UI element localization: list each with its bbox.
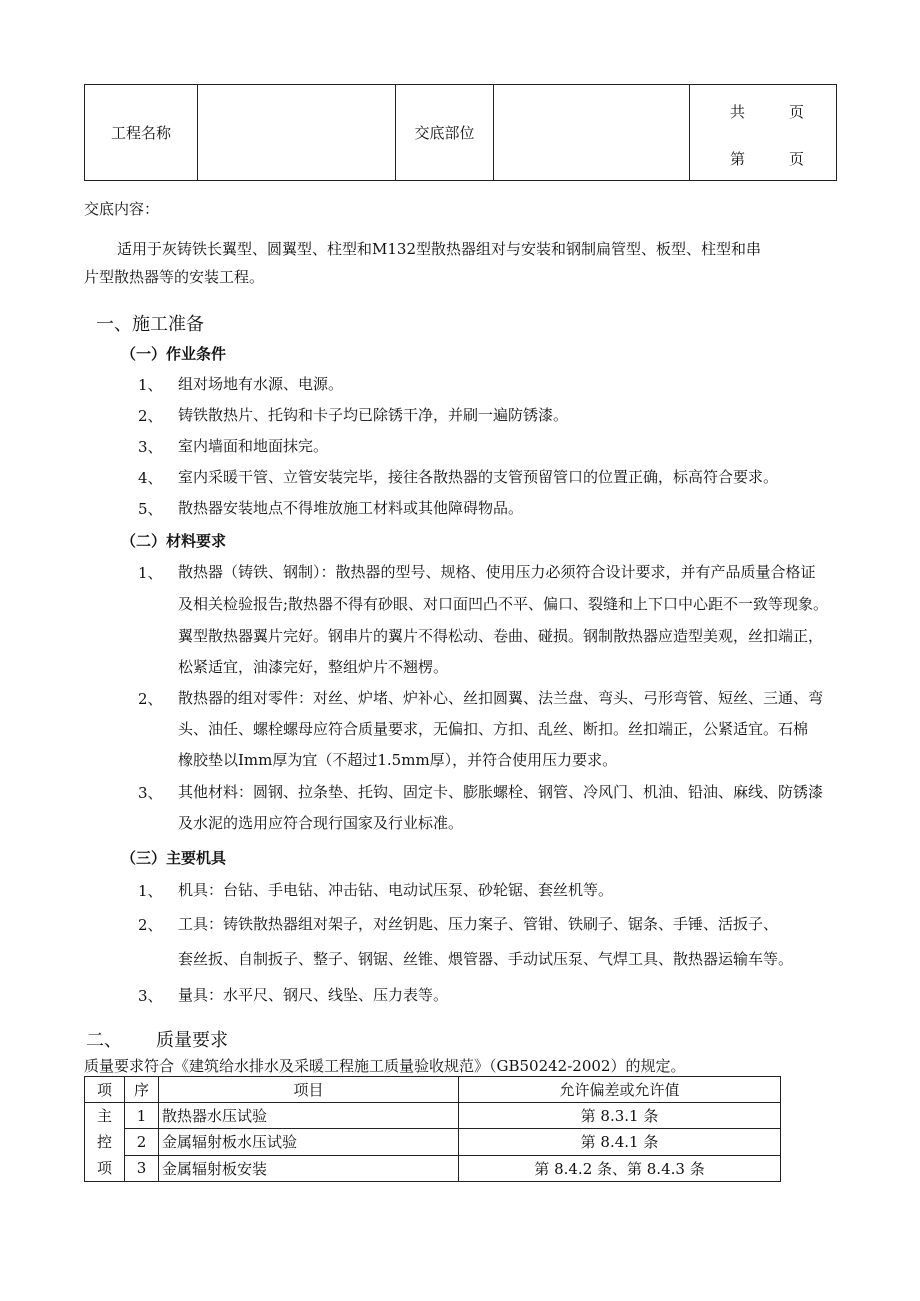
row-value: 第 8.4.2 条、第 8.4.3 条	[459, 1155, 781, 1181]
list-item-text: 工具：铸铁散热器组对架子，对丝钥匙、压力案子、管钳、铁刷子、锯条、手锤、活扳子、	[178, 915, 779, 933]
current-label: 第	[730, 150, 746, 168]
row-no: 2	[125, 1129, 159, 1155]
location-value	[494, 85, 690, 181]
list-item-text: 松紧适宜，油漆完好，整组炉片不翘楞。	[178, 658, 449, 676]
table-row	[85, 1103, 781, 1129]
intro-line-1: 适用于灰铸铁长翼型、圆翼型、柱型和M132型散热器组对与安装和钢制扁管型、板型、柱型和串	[117, 240, 761, 258]
intro-line-2: 片型散热器等的安装工程。	[84, 268, 265, 286]
list-item-number: 1、	[138, 564, 163, 582]
subsection-3-title: （三）主要机具	[121, 849, 227, 867]
list-item-number: 5、	[138, 500, 163, 518]
section-1-title: 一、施工准备	[96, 314, 204, 335]
table-header-category: 项	[85, 1077, 125, 1103]
category-char: 控	[96, 1133, 112, 1151]
list-item-text: 铸铁散热片、托钩和卡子均已除锈干净，并刷一遍防锈漆。	[178, 406, 569, 424]
list-item-text: 橡胶垫以Imm厚为宜（不超过1.5mm厚），并符合使用压力要求。	[178, 751, 618, 769]
list-item-number: 1、	[138, 882, 163, 900]
intro-label: 交底内容：	[84, 200, 160, 218]
quality-table	[84, 1076, 781, 1182]
list-item-number: 1、	[138, 376, 163, 394]
location-label: 交底部位	[396, 85, 494, 181]
list-item-text: 翼型散热器翼片完好。钢串片的翼片不得松动、卷曲、碰损。钢制散热器应造型美观，丝扣端正，	[178, 627, 824, 645]
list-item-text: 室内墙面和地面抹完。	[178, 437, 329, 455]
list-item-text: 室内采暖干管、立管安装完毕，接往各散热器的支管预留管口的位置正确，标高符合要求。	[178, 468, 779, 486]
table-header-no: 序	[125, 1077, 159, 1103]
page-count-cell	[690, 85, 837, 181]
subsection-2-title: （二）材料要求	[121, 532, 227, 550]
list-item-number: 3、	[138, 987, 163, 1005]
list-item-number: 3、	[138, 438, 163, 456]
row-item: 散热器水压试验	[159, 1103, 459, 1129]
project-name-label: 工程名称	[85, 85, 198, 181]
list-item-text: 及相关检验报告;散热器不得有砂眼、对口面凹凸不平、偏口、裂缝和上下口中心距不一致等现象。	[178, 595, 829, 613]
section-2-title: 质量要求	[156, 1030, 228, 1051]
row-no: 3	[125, 1155, 159, 1181]
list-item-text: 散热器的组对零件：对丝、炉堵、炉补心、丝扣圆翼、法兰盘、弯头、弓形弯管、短丝、三通、弯	[178, 689, 824, 707]
category-cell	[85, 1103, 125, 1182]
category-char: 项	[96, 1159, 112, 1177]
quality-intro: 质量要求符合《建筑给水排水及采暖工程施工质量验收规范》（GB50242-2002）的规定。	[84, 1057, 686, 1075]
list-item-number: 4、	[138, 469, 163, 487]
list-item-text: 套丝扳、自制扳子、整子、钢锯、丝锥、煨管器、手动试压泵、气焊工具、散热器运输车等。	[178, 950, 794, 968]
row-value: 第 8.3.1 条	[459, 1103, 781, 1129]
category-char: 主	[96, 1107, 112, 1125]
list-item-text: 散热器安装地点不得堆放施工材料或其他障碍物品。	[178, 499, 524, 517]
list-item-text: 组对场地有水源、电源。	[178, 375, 344, 393]
list-item-text: 头、油任、螺栓螺母应符合质量要求，无偏扣、方扣、乱丝、断扣。丝扣端正，公紧适宜。石棉	[178, 720, 809, 738]
section-2-number: 二、	[86, 1030, 122, 1051]
list-item-number: 2、	[138, 407, 163, 425]
list-item-number: 3、	[138, 784, 163, 802]
list-item-text: 散热器（铸铁、钢制）：散热器的型号、规格、使用压力必须符合设计要求，并有产品质量合格证	[178, 563, 816, 581]
table-row	[85, 1129, 781, 1155]
table-header-item: 项目	[159, 1077, 459, 1103]
current-page-unit: 页	[789, 150, 805, 168]
row-value: 第 8.4.1 条	[459, 1129, 781, 1155]
list-item-number: 2、	[138, 916, 163, 934]
project-name-value	[198, 85, 396, 181]
row-item: 金属辐射板水压试验	[159, 1129, 459, 1155]
total-label: 共	[730, 103, 746, 121]
table-header-value: 允许偏差或允许值	[459, 1077, 781, 1103]
row-item: 金属辐射板安装	[159, 1155, 459, 1181]
list-item-text: 其他材料：圆钢、拉条垫、托钩、固定卡、膨胀螺栓、钢管、冷风门、机油、铅油、麻线、防锈漆	[178, 783, 824, 801]
list-item-number: 2、	[138, 690, 163, 708]
header-table	[84, 84, 837, 181]
total-page-unit: 页	[789, 103, 805, 121]
row-no: 1	[125, 1103, 159, 1129]
list-item-text: 及水泥的选用应符合现行国家及行业标准。	[178, 814, 464, 832]
list-item-text: 量具：水平尺、钢尺、线坠、压力表等。	[178, 986, 449, 1004]
list-item-text: 机具：台钻、手电钻、冲击钻、电动试压泵、砂轮锯、套丝机等。	[178, 881, 614, 899]
subsection-1-title: （一）作业条件	[121, 345, 227, 363]
table-row	[85, 1155, 781, 1181]
